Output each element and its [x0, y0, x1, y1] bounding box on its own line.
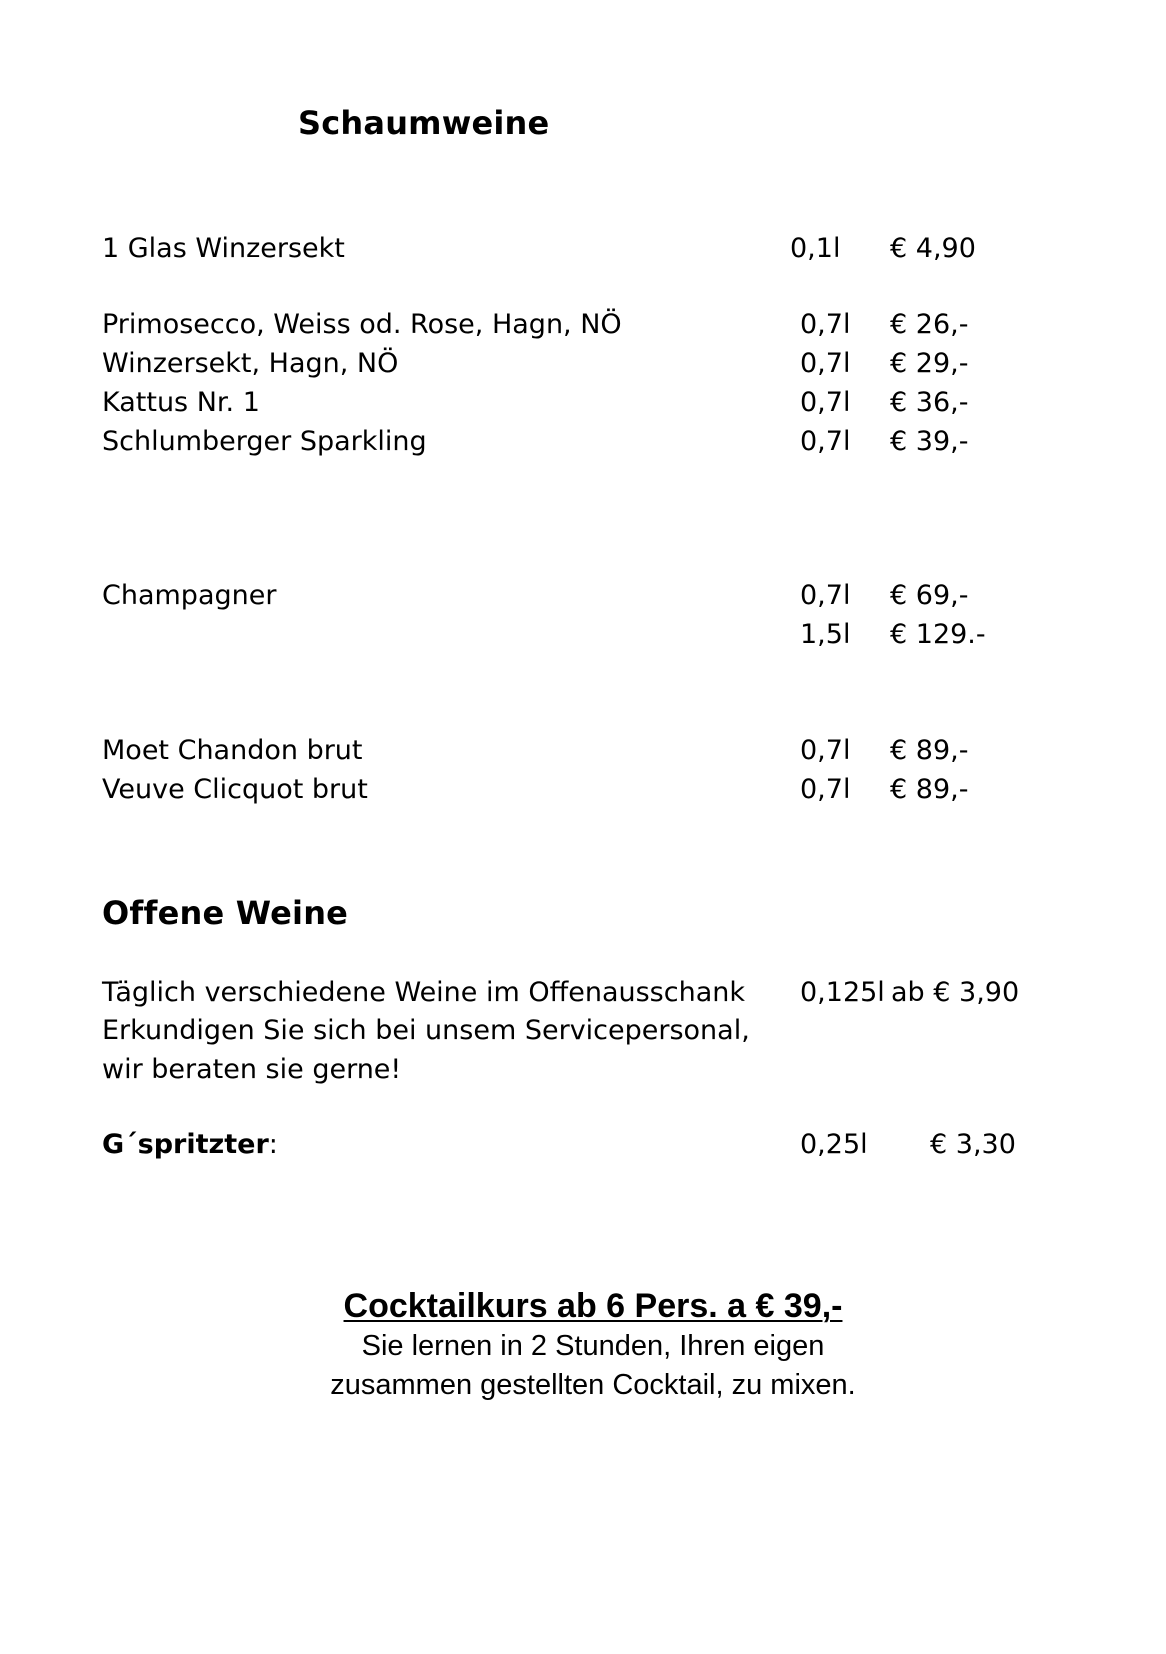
offene-weine-price: ab € 3,90 — [891, 977, 1020, 1008]
spritzer-label-wrap — [102, 1131, 278, 1158]
item-name: 1 Glas Winzersekt — [102, 233, 345, 264]
item-price: € 89,- — [890, 735, 969, 766]
spritzer-volume: 0,25l — [800, 1129, 868, 1160]
item-volume: 0,7l — [800, 309, 851, 340]
item-price: € 39,- — [890, 426, 969, 457]
item-name: Moet Chandon brut — [102, 735, 363, 766]
promo-line: zusammen gestellten Cocktail, zu mixen. — [330, 1369, 856, 1401]
item-price: € 4,90 — [890, 233, 976, 264]
promo-title: Cocktailkurs ab 6 Pers. a € 39,- — [343, 1287, 843, 1325]
item-volume: 1,5l — [800, 619, 851, 650]
description-line: Erkundigen Sie sich bei unsem Servicepersonal, — [102, 1015, 750, 1046]
item-price: € 26,- — [890, 309, 969, 340]
spritzer-colon: : — [268, 1129, 278, 1160]
item-volume: 0,1l — [790, 233, 841, 264]
item-name: Veuve Clicquot brut — [102, 774, 368, 805]
item-volume: 0,7l — [800, 426, 851, 457]
item-volume: 0,7l — [800, 580, 851, 611]
section-title-schaumweine: Schaumweine — [298, 104, 550, 142]
item-price: € 69,- — [890, 580, 969, 611]
item-name: Kattus Nr. 1 — [102, 387, 260, 418]
item-name: Schlumberger Sparkling — [102, 426, 427, 457]
item-name: Winzersekt, Hagn, NÖ — [102, 348, 399, 379]
item-name: Champagner — [102, 580, 277, 611]
item-price: € 89,- — [890, 774, 969, 805]
item-volume: 0,7l — [800, 774, 851, 805]
item-price: € 36,- — [890, 387, 969, 418]
description-line: wir beraten sie gerne! — [102, 1054, 402, 1085]
item-price: € 129.- — [890, 619, 986, 650]
item-volume: 0,7l — [800, 348, 851, 379]
section-title-offene-weine: Offene Weine — [102, 894, 349, 932]
item-price: € 29,- — [890, 348, 969, 379]
item-name: Primosecco, Weiss od. Rose, Hagn, NÖ — [102, 309, 622, 340]
item-volume: 0,7l — [800, 387, 851, 418]
spritzer-label: G´spritzter — [102, 1129, 269, 1160]
offene-weine-volume: 0,125l — [800, 977, 885, 1008]
description-line: Täglich verschiedene Weine im Offenausschank — [102, 977, 745, 1008]
promo-line: Sie lernen in 2 Stunden, Ihren eigen — [361, 1330, 825, 1362]
spritzer-price: € 3,30 — [930, 1129, 1016, 1160]
item-volume: 0,7l — [800, 735, 851, 766]
